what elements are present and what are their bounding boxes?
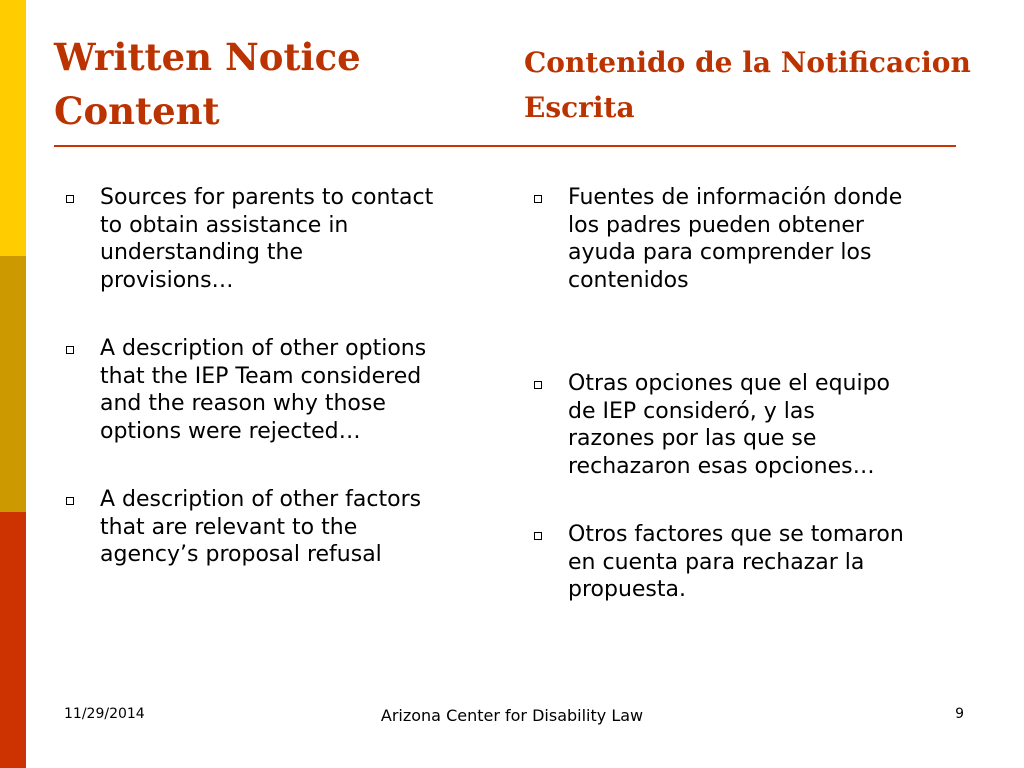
bullet-line: contenidos (568, 267, 689, 293)
bullet-line: los padres pueden obtener (568, 212, 864, 238)
bullet-line: ayuda para comprender los (568, 240, 872, 265)
footer-date: 11/29/2014 (64, 706, 145, 722)
square-bullet-icon (534, 195, 542, 203)
bullet-line: agency’s proposal refusal (100, 542, 382, 567)
slide-title-spanish (524, 40, 971, 130)
bullet-line: provisions… (100, 267, 234, 293)
bullet-line: de IEP consideró, y las (568, 398, 815, 424)
accent-bar-middle (0, 256, 26, 512)
english-bullet-list (64, 184, 504, 569)
title-line: Content (54, 89, 220, 133)
page-number: 9 (955, 706, 964, 722)
bullet-line: Otros factores que se tomaron (568, 522, 904, 547)
bullet-line: to obtain assistance in (100, 212, 349, 238)
bullet-line: understanding the (100, 240, 304, 265)
bullet-line: A description of other options (100, 336, 427, 361)
accent-bar-bottom (0, 512, 26, 768)
bullet-line: Sources for parents to contact (100, 185, 434, 210)
bullet-line: Fuentes de información donde (568, 185, 903, 210)
square-bullet-icon (66, 346, 74, 354)
title-divider (54, 145, 956, 147)
bullet-item (64, 486, 504, 569)
bullet-line: and the reason why those (100, 391, 386, 416)
bullet-item (64, 184, 504, 294)
title-line: Written Notice (54, 35, 361, 79)
bullet-line: Otras opciones que el equipo (568, 371, 891, 396)
bullet-item (532, 521, 972, 604)
square-bullet-icon (66, 195, 74, 203)
bullet-item (64, 335, 504, 445)
bullet-line: en cuenta para rechazar la (568, 549, 865, 575)
bullet-line: razones por las que se (568, 426, 817, 451)
spanish-bullet-list (532, 184, 972, 604)
bullet-line: that the IEP Team considered (100, 363, 422, 389)
bullet-item (532, 370, 972, 480)
square-bullet-icon (66, 497, 74, 505)
slide-title-english (54, 30, 361, 138)
bullet-line: that are relevant to the (100, 514, 358, 540)
title-line: Contenido de la Notificacion (524, 46, 971, 79)
square-bullet-icon (534, 532, 542, 540)
bullet-line: rechazaron esas opciones… (568, 453, 875, 479)
bullet-line: options were rejected… (100, 418, 361, 444)
bullet-item (532, 184, 972, 294)
square-bullet-icon (534, 381, 542, 389)
bullet-line: propuesta. (568, 577, 686, 602)
accent-bar-top (0, 0, 26, 256)
title-line: Escrita (524, 91, 635, 124)
bullet-line: A description of other factors (100, 487, 422, 512)
footer-organization: Arizona Center for Disability Law (380, 706, 644, 725)
